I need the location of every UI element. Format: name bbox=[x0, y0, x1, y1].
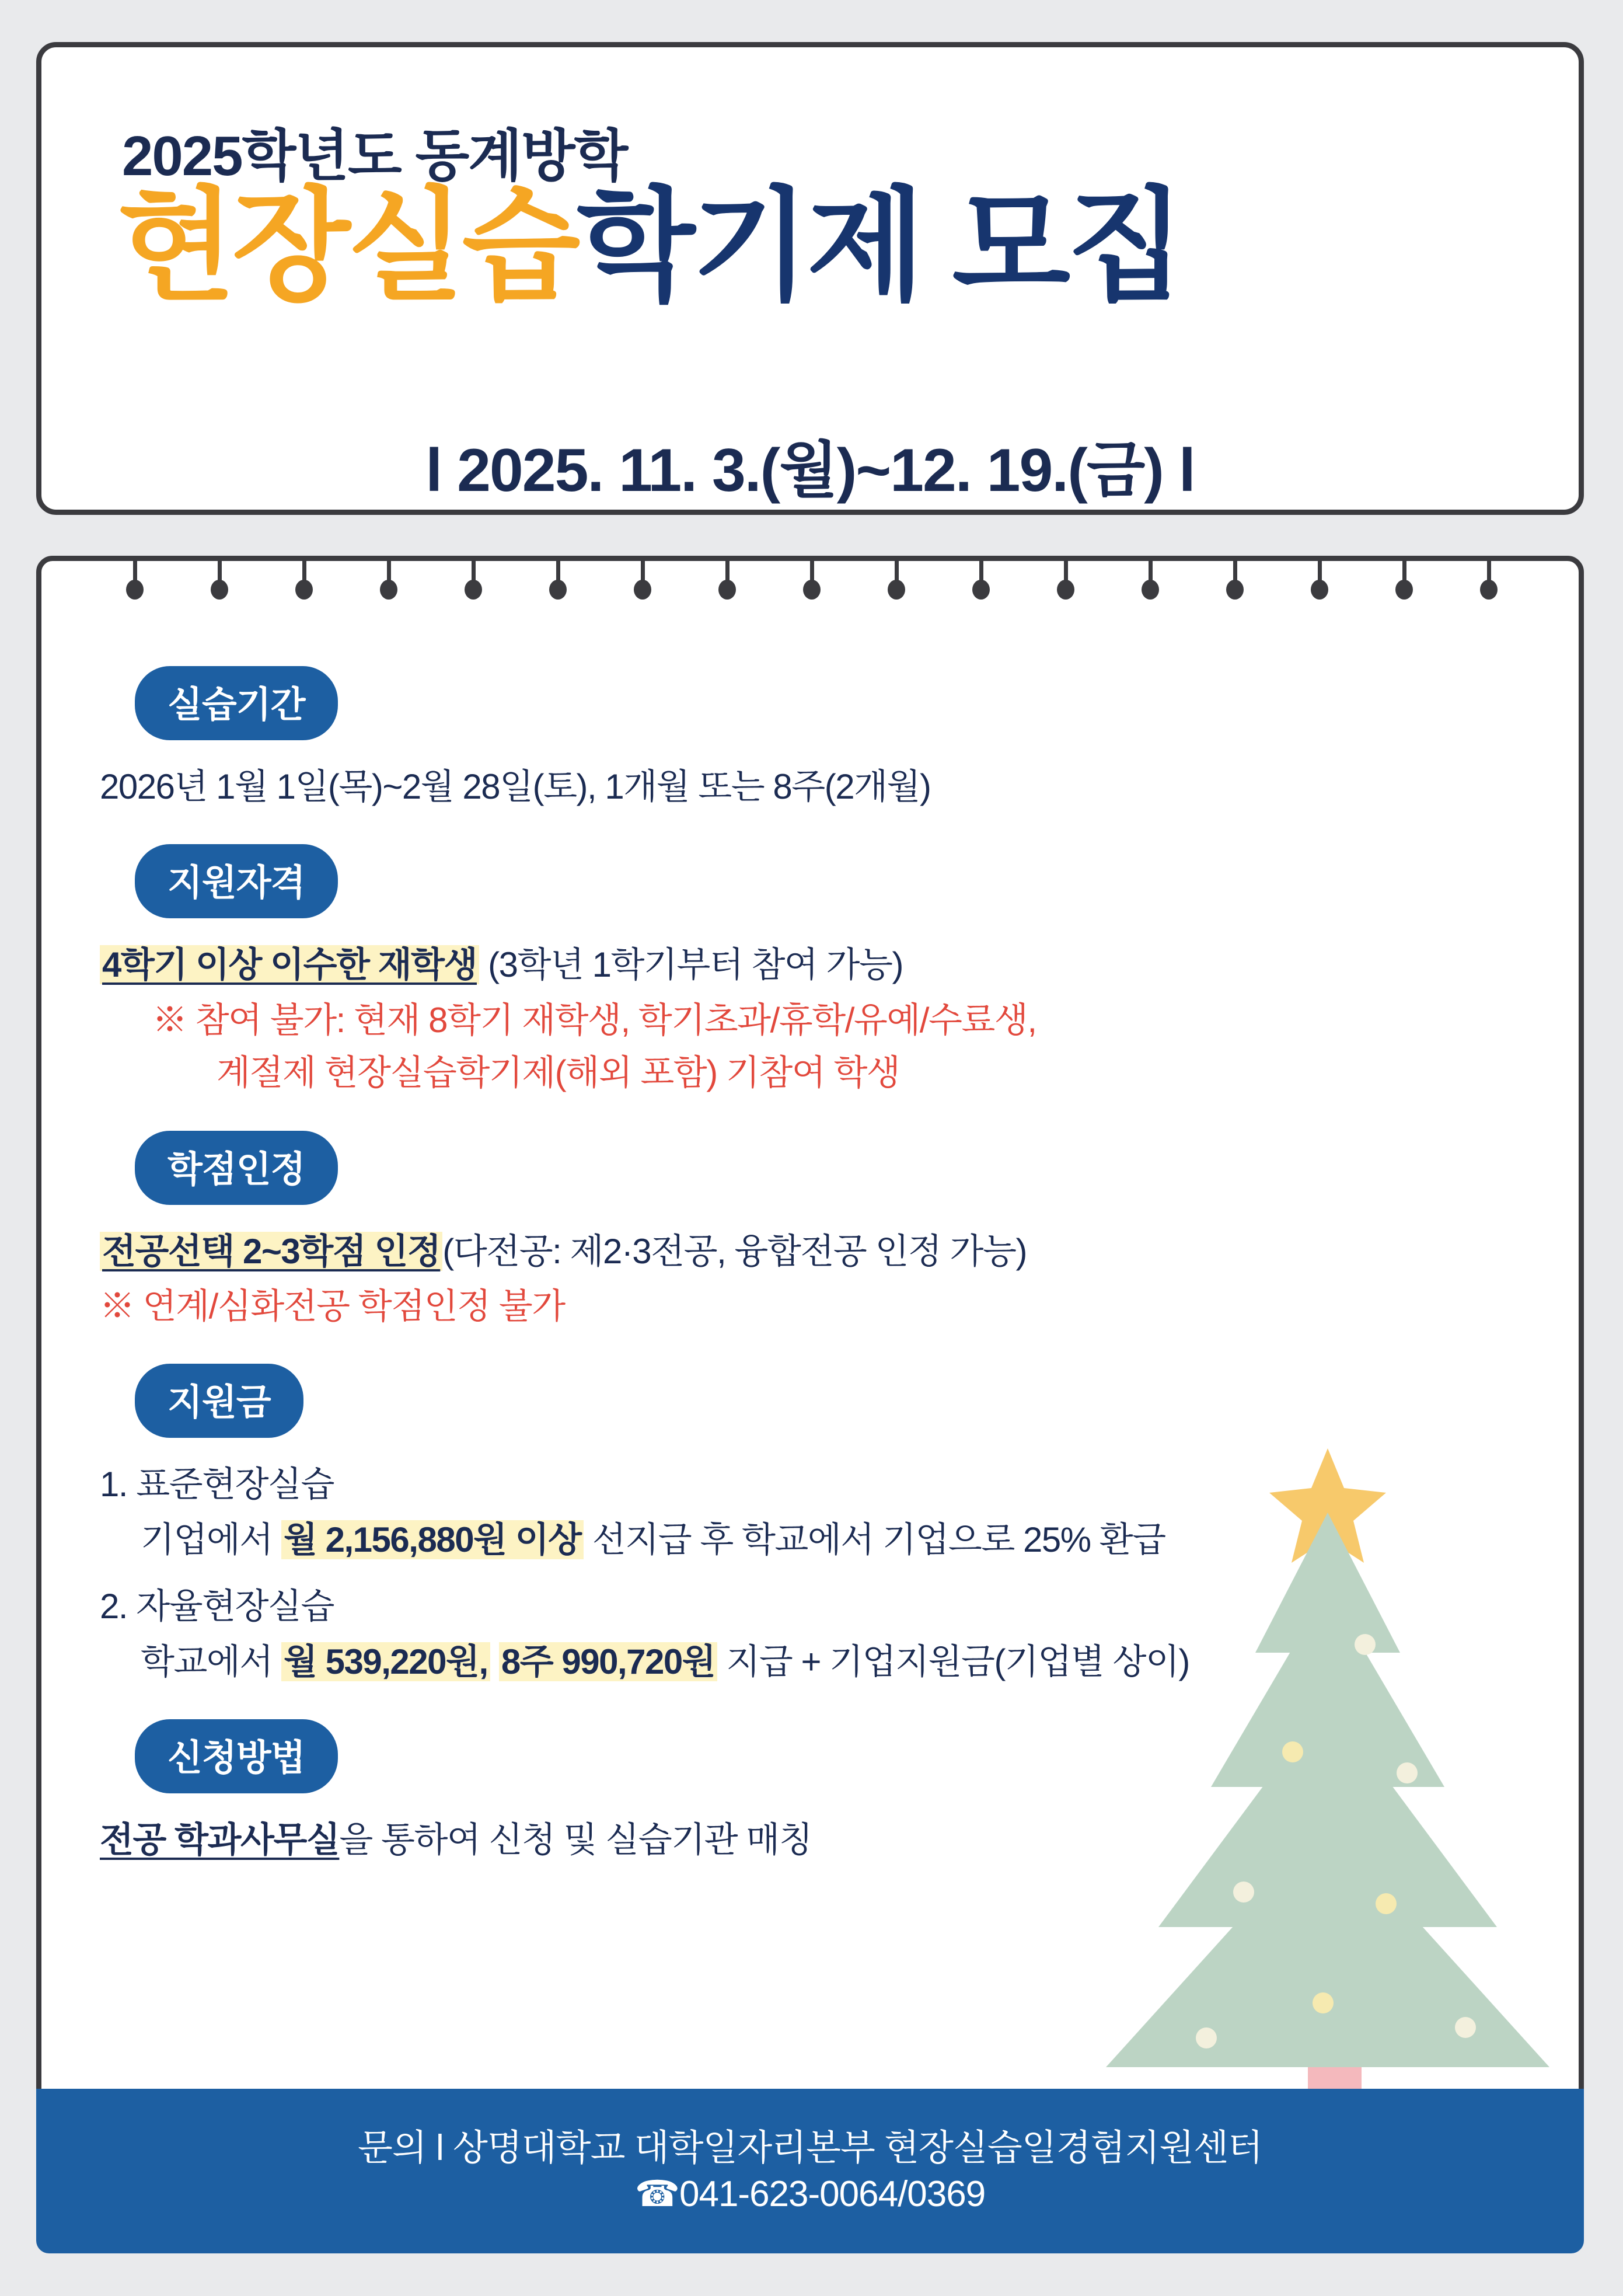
support-item1-amount: 월 2,156,880원 이상 bbox=[281, 1520, 584, 1559]
credit-line bbox=[100, 1228, 1530, 1275]
pill-apply: 신청방법 bbox=[135, 1719, 338, 1793]
eligibility-line bbox=[100, 942, 1530, 988]
eligibility-note-1: ※ 참여 불가: 현재 8학기 재학생, 학기초과/휴학/유예/수료생, bbox=[152, 1000, 1036, 1040]
eligibility-highlight: 4학기 이상 이수한 재학생 bbox=[100, 945, 479, 984]
pill-eligibility: 지원자격 bbox=[135, 844, 338, 918]
support-item2-amount-8weeks: 8주 990,720원 bbox=[499, 1642, 717, 1681]
eligibility-rest: (3학년 1학기부터 참여 가능) bbox=[479, 945, 903, 985]
section-practice-period bbox=[135, 666, 1530, 740]
support-item2-title: 2. 자율현장실습 bbox=[100, 1587, 334, 1626]
apply-highlight: 전공 학과사무실 bbox=[100, 1820, 340, 1859]
support-item1-post: 선지급 후 학교에서 기업으로 25% 환급 bbox=[583, 1520, 1165, 1559]
support-item1-detail bbox=[100, 1517, 1530, 1563]
pill-credit: 학점인정 bbox=[135, 1131, 338, 1205]
support-item2-post: 지급 + 기업지원금(기업별 상이) bbox=[717, 1642, 1189, 1681]
apply-line bbox=[100, 1817, 1530, 1863]
pill-practice-period: 실습기간 bbox=[135, 666, 338, 740]
apply-rest: 을 통하여 신청 및 실습기관 매칭 bbox=[339, 1820, 812, 1859]
header-period: l 2025. 11. 3.(월)~12. 19.(금) l bbox=[425, 437, 1195, 504]
support-item2-amount-monthly: 월 539,220원, bbox=[281, 1642, 490, 1681]
binder-pins bbox=[41, 561, 1584, 625]
credit-rest: (다전공: 제2·3전공, 융합전공 인정 가능) bbox=[442, 1231, 1027, 1271]
header-title-orange: 현장실습 bbox=[117, 177, 577, 315]
header-subtitle: 2025학년도 동계방학 bbox=[122, 125, 627, 187]
eligibility-note-2: 계절제 현장실습학기제(해외 포함) 기참여 학생 bbox=[217, 1053, 900, 1093]
support-item1-pre: 기업에서 bbox=[141, 1520, 282, 1559]
support-item2-pre: 학교에서 bbox=[141, 1642, 282, 1681]
header-title-navy: 학기제 모집 bbox=[577, 177, 1182, 315]
header-title bbox=[117, 179, 1182, 313]
practice-period-text: 2026년 1월 1일(목)~2월 28일(토), 1개월 또는 8주(2개월) bbox=[100, 767, 931, 806]
support-item2-mid bbox=[490, 1642, 499, 1681]
credit-note: ※ 연계/심화전공 학점인정 불가 bbox=[100, 1286, 565, 1326]
footer-contact bbox=[36, 2089, 1584, 2253]
section-eligibility bbox=[135, 844, 1530, 918]
title-card bbox=[36, 42, 1584, 515]
section-apply bbox=[135, 1719, 1530, 1793]
section-credit bbox=[135, 1131, 1530, 1205]
footer-line-2: ☎041-623-0064/0369 bbox=[634, 2174, 986, 2214]
credit-highlight: 전공선택 2~3학점 인정 bbox=[100, 1232, 442, 1271]
body-card bbox=[36, 556, 1584, 2253]
pill-support: 지원금 bbox=[135, 1364, 303, 1438]
support-item2-detail bbox=[100, 1639, 1530, 1685]
support-item1-title: 1. 표준현장실습 bbox=[100, 1465, 334, 1504]
content-body bbox=[100, 666, 1530, 1863]
footer-line-1: 문의 l 상명대학교 대학일자리본부 현장실습일경험지원센터 bbox=[358, 2127, 1262, 2168]
section-support bbox=[135, 1364, 1530, 1438]
